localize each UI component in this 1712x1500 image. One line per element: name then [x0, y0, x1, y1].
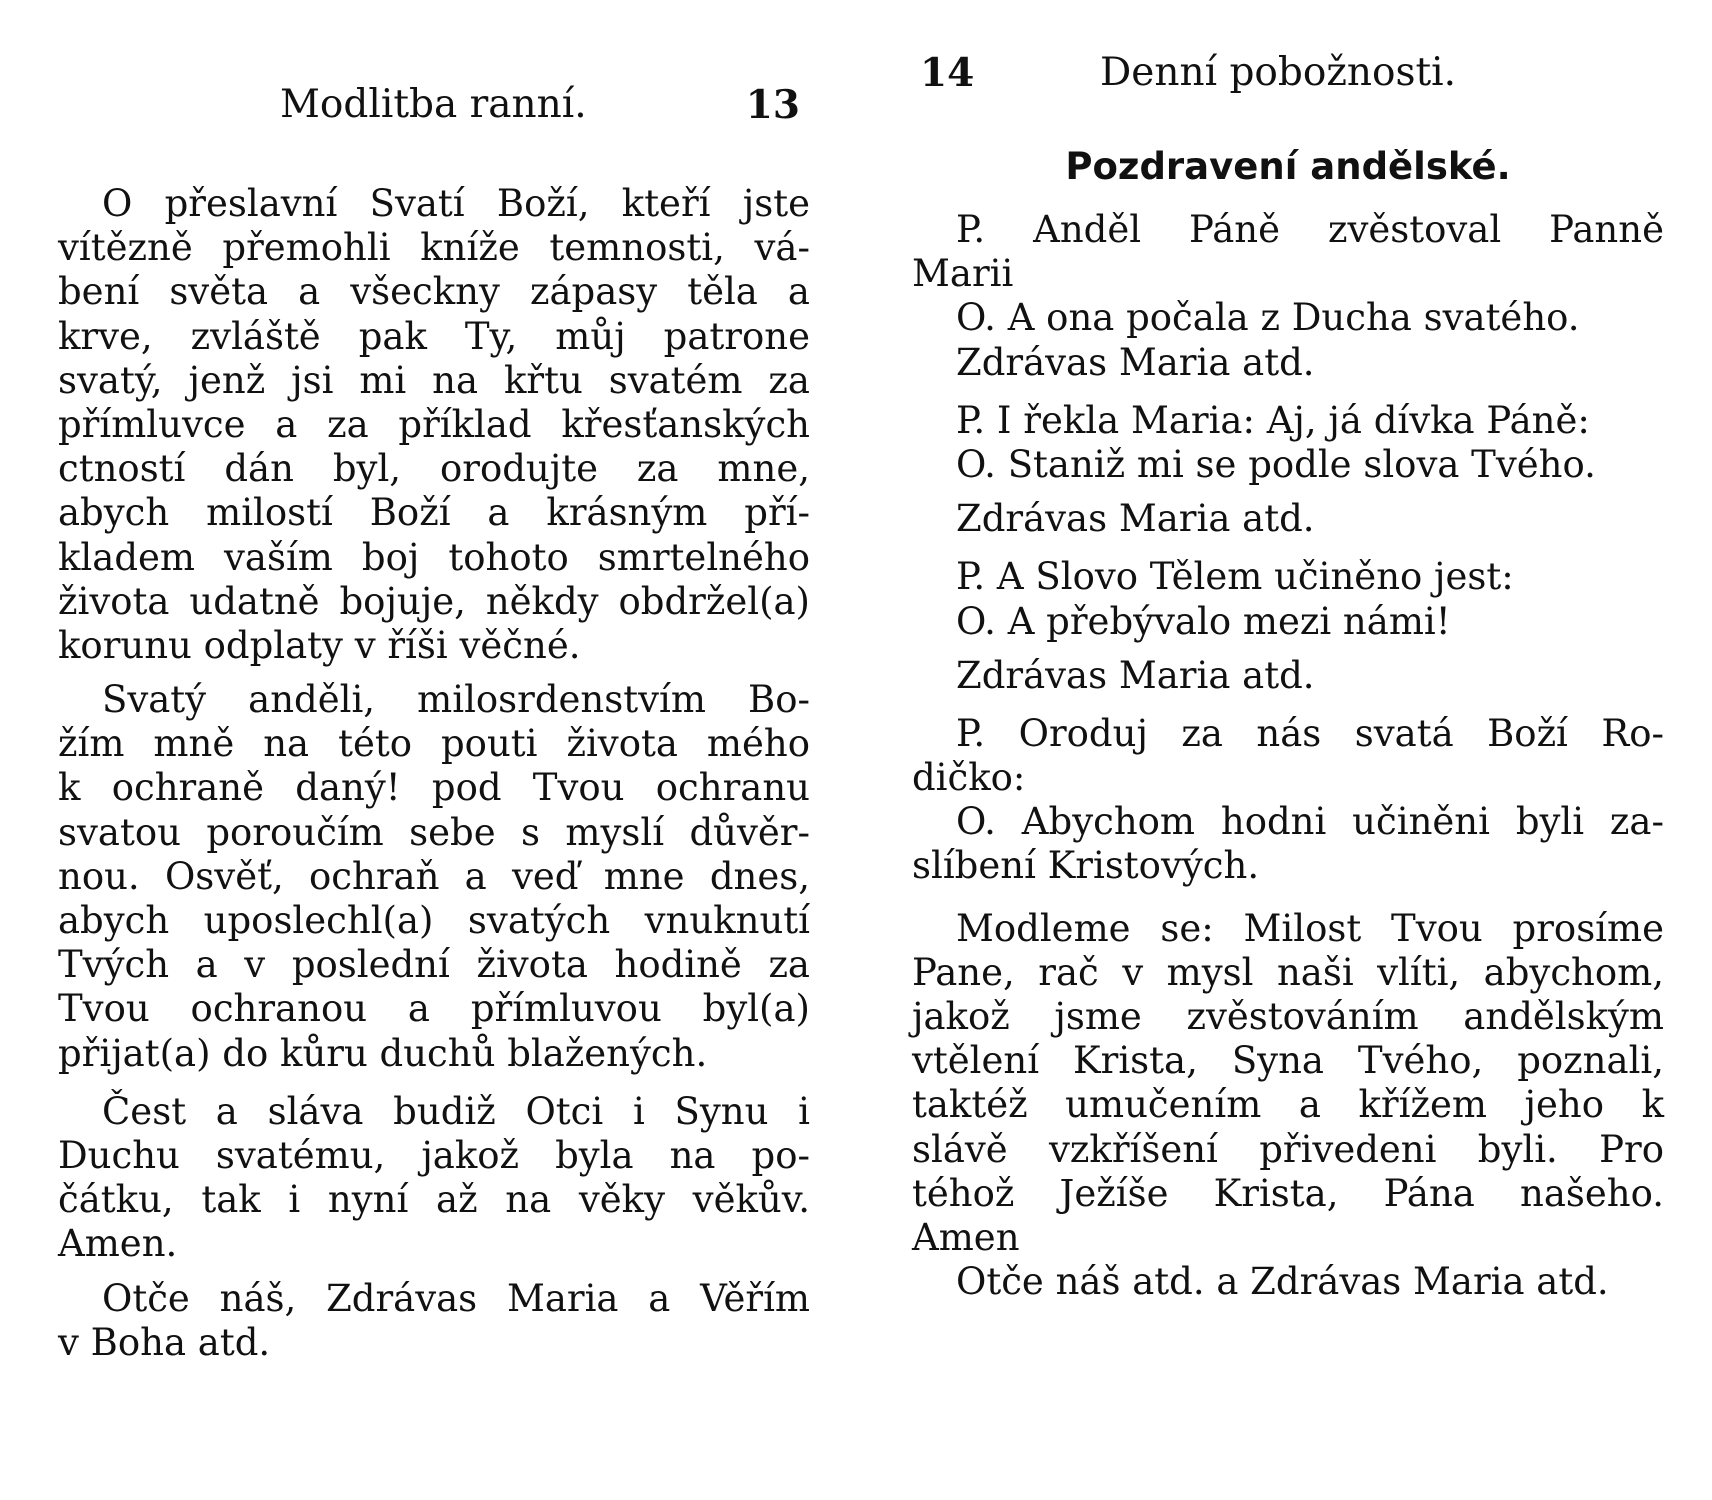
right-page-text	[912, 208, 1664, 1304]
text-line: v Boha atd.	[58, 1320, 271, 1364]
page-number: 14	[920, 50, 975, 96]
text-line: Pane, rač v mysl naši vlíti, abychom,	[912, 950, 1664, 994]
text-line: téhož Ježíše Krista, Pána našeho.	[912, 1171, 1664, 1215]
text-line: přímluvce a za příklad křesťanských	[58, 402, 810, 446]
text-line: života udatně bojuje, někdy obdržel(a)	[58, 579, 810, 623]
text-line: bení světa a všeckny zápasy těla a	[58, 270, 810, 314]
text-line: P. Anděl Páně zvěstoval Panně	[956, 208, 1664, 251]
text-line: Modleme se: Milost Tvou prosíme	[956, 906, 1664, 950]
text-line: abych milostí Boží a krásným pří-	[58, 491, 810, 535]
text-line: jakož jsme zvěstováním andělským	[912, 995, 1664, 1038]
text-line: vítězně přemohli kníže temnosti, vá-	[58, 226, 810, 270]
left-page-text	[58, 182, 810, 1365]
text-line: Tvých a v poslední života hodině za	[58, 943, 810, 987]
text-line: O. A přebývalo mezi námi!	[956, 599, 1451, 643]
text-line: Zdrávas Maria atd.	[956, 653, 1315, 697]
text-line: slávě vzkříšení přivedeni byli. Pro	[912, 1127, 1664, 1171]
text-line: kladem vaším boj tohoto smrtelného	[58, 535, 810, 579]
text-line: Otče náš, Zdrávas Maria a Věřím	[102, 1276, 810, 1320]
text-line: Marii	[912, 252, 1014, 296]
text-line: svatý, jenž jsi mi na křtu svatém za	[58, 358, 810, 402]
text-line: O. A ona počala z Ducha svatého.	[956, 296, 1580, 340]
running-title: Modlitba ranní.	[280, 82, 587, 127]
text-line: vtělení Krista, Syna Tvého, poznali,	[912, 1039, 1664, 1083]
text-line: O. Abychom hodni učiněni byli za-	[956, 800, 1664, 844]
text-line: korunu odplaty v říši věčné.	[58, 623, 581, 667]
text-line: dičko:	[912, 756, 1026, 800]
text-line: Čest a sláva budiž Otci i Synu i	[102, 1089, 810, 1133]
section-title: Pozdravení andělské.	[1065, 145, 1511, 188]
text-line: taktéž umučením a křížem jeho k	[912, 1083, 1664, 1127]
page-number: 13	[745, 82, 800, 128]
text-line: krve, zvláště pak Ty, můj patrone	[58, 314, 810, 358]
text-line: P. A Slovo Tělem učiněno jest:	[956, 555, 1514, 599]
left-page	[58, 0, 810, 1500]
running-title: Denní pobožnosti.	[1100, 50, 1457, 95]
text-line: ctností dán byl, orodujte za mne,	[58, 447, 810, 491]
right-page-header	[912, 48, 1664, 98]
text-line: Tvou ochranou a přímluvou byl(a)	[58, 987, 810, 1031]
text-line: k ochraně daný! pod Tvou ochranu	[58, 766, 810, 810]
text-line: čátku, tak i nyní až na věky věkův.	[58, 1178, 810, 1222]
text-line: Amen.	[58, 1222, 178, 1266]
text-line: Otče náš atd. a Zdrávas Maria atd.	[956, 1260, 1609, 1304]
text-line: Amen	[912, 1215, 1020, 1259]
text-line: slíbení Kristových.	[912, 844, 1260, 888]
text-line: Zdrávas Maria atd.	[956, 497, 1315, 541]
text-line: O. Staniž mi se podle slova Tvého.	[956, 442, 1596, 486]
text-line: nou. Osvěť, ochraň a veď mne dnes,	[58, 854, 810, 898]
text-line: abych uposlechl(a) svatých vnuknutí	[58, 899, 810, 942]
text-line: přijat(a) do kůru duchů blažených.	[58, 1031, 708, 1075]
left-page-header	[58, 80, 810, 130]
text-line: Zdrávas Maria atd.	[956, 340, 1315, 384]
text-line: svatou poroučím sebe s myslí důvěr-	[58, 810, 810, 854]
text-line: P. Oroduj za nás svatá Boží Ro-	[956, 711, 1664, 755]
text-line: Svatý anděli, milosrdenstvím Bo-	[102, 678, 810, 722]
text-line: Duchu svatému, jakož byla na po-	[58, 1133, 810, 1177]
text-line: O přeslavní Svatí Boží, kteří jste	[102, 182, 810, 225]
right-page	[912, 0, 1664, 1500]
text-line: žím mně na této pouti života mého	[58, 722, 810, 766]
text-line: P. I řekla Maria: Aj, já dívka Páně:	[956, 398, 1590, 442]
